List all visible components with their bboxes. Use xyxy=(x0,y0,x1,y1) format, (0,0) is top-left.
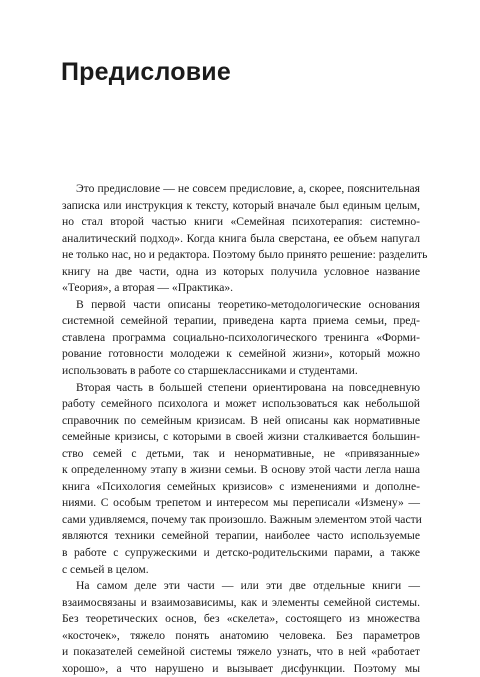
text-line: аналитический подход». Когда книга была сверстана, ее объем напугал xyxy=(62,231,420,245)
text-line: На самом деле эти части — или эти две отдельные книги — xyxy=(76,579,420,593)
text-line: в работе с супружескими и детско-родительскими парами, а также xyxy=(62,546,420,560)
text-line: записка или инструкция к тексту, который вначале был единым целым, xyxy=(62,198,420,212)
text-line: не только нас, но и редактора. Поэтому было принято решение: разделить xyxy=(62,248,428,262)
text-line: работу семейного психолога и может использоваться как небольшой xyxy=(62,397,420,411)
page-title: Предисловие xyxy=(61,58,231,86)
text-line: использовать в работе со старшеклассниками и студентами. xyxy=(62,364,358,378)
paragraph xyxy=(62,380,420,579)
text-line: книга «Психология семейных кризисов» с изменениями и дополне- xyxy=(62,479,420,493)
paragraph xyxy=(62,578,420,677)
text-line: семейные кризисы, с которыми в своей жизни сталкивается большин- xyxy=(62,430,420,444)
text-line: сами удивляемся, почему так произошло. Важным элементом этой части xyxy=(62,512,422,526)
text-line: справочник по семейным кризисам. В ней описаны как нормативные xyxy=(62,413,420,427)
text-line: Вторая часть в большей степени ориентирована на повседневную xyxy=(76,380,420,394)
text-line: Это предисловие — не совсем предисловие, а, скорее, пояснительная xyxy=(76,182,420,195)
text-line: ниями. С особым трепетом и интересом мы переписали «Измену» — xyxy=(62,496,420,510)
text-line: ставлена программа социально-психологического тренинга «Форми- xyxy=(62,330,420,344)
text-line: «Теория», а вторая — «Практика». xyxy=(62,281,234,295)
text-line: взаимосвязаны и взаимозависимы, как и элементы семейной системы. xyxy=(62,595,420,609)
text-line: Без теоретических основ, без «скелета», состоящего из множества xyxy=(62,612,420,626)
text-line: книгу на две части, одна из которых получила условное название xyxy=(62,264,420,278)
paragraph xyxy=(62,181,428,297)
body-text xyxy=(62,181,428,677)
text-line: и показателей семейной системы тяжело узнать, что в ней «работает xyxy=(62,645,420,659)
text-line: к определенному этапу в жизни семьи. В основу этой части легла наша xyxy=(62,463,420,477)
text-line: ство семей с детьми, так и ненормативные, не «привязанные» xyxy=(62,446,420,460)
text-line: но стал второй частью книги «Семейная психотерапия: системно- xyxy=(62,215,420,229)
text-line: рование готовности молодежи к семейной жизни», который можно xyxy=(62,347,420,361)
text-line: являются техники семейной терапии, наиболее часто используемые xyxy=(62,529,420,543)
text-line: с семьей в целом. xyxy=(62,562,149,576)
text-line: В первой части описаны теоретико-методологические основания xyxy=(76,297,420,311)
text-line: хорошо», а что нарушено и вызывает дисфункции. Поэтому мы xyxy=(62,661,420,675)
text-line: системной семейной терапии, приведена карта приема семьи, пред- xyxy=(62,314,420,328)
paragraph xyxy=(62,297,420,380)
text-line: «косточек», тяжело понять анатомию человека. Без параметров xyxy=(62,628,420,642)
